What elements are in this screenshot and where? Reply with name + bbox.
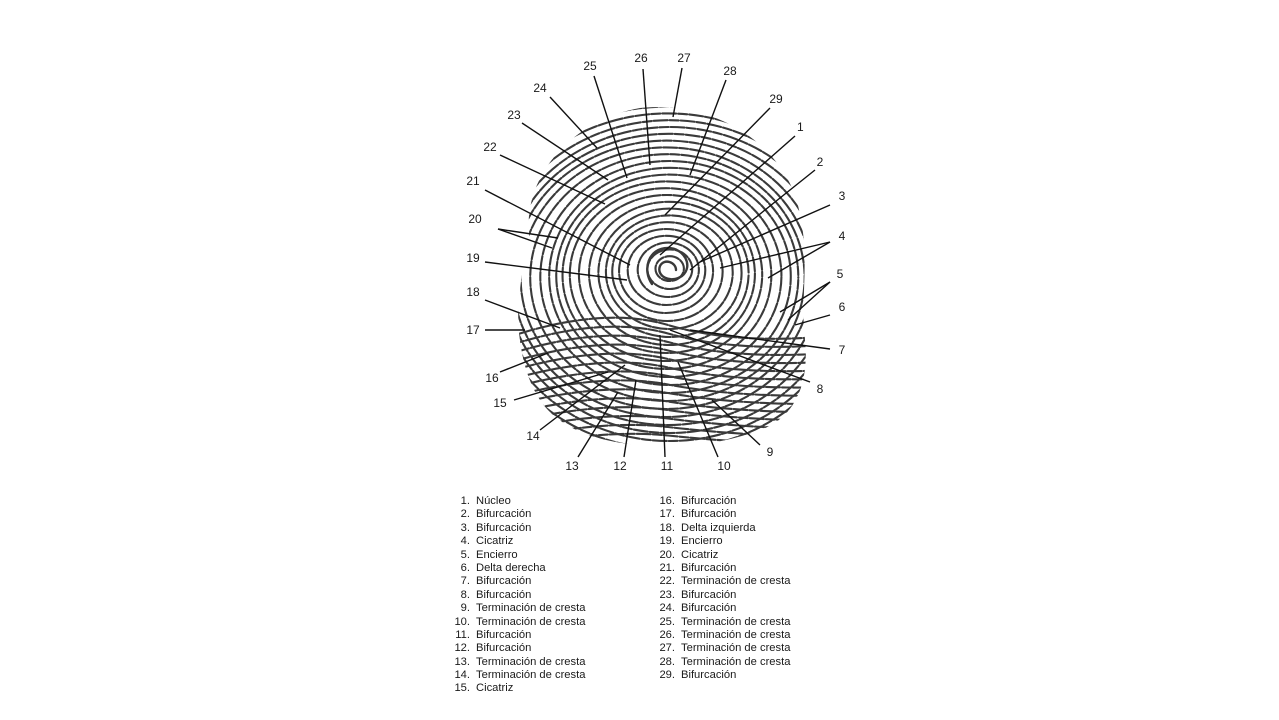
legend-number: 8. (460, 588, 470, 601)
legend-number: 22. (659, 575, 675, 588)
leader-line-6 (795, 315, 830, 325)
legend-label: Encierro (681, 535, 723, 548)
legend-number: 11. (455, 628, 470, 641)
legend-number: 4. (460, 535, 470, 548)
legend-label: Terminación de cresta (476, 669, 586, 682)
legend-number: 6. (460, 561, 470, 574)
legend-label: Terminación de cresta (681, 575, 791, 588)
legend-item (653, 642, 790, 655)
legend-number: 27. (659, 642, 675, 655)
legend-number: 25. (659, 615, 675, 628)
legend-label: Cicatriz (476, 682, 514, 695)
legend-label: Terminación de cresta (681, 628, 791, 641)
legend-item (448, 656, 585, 669)
legend-column-right (653, 495, 790, 682)
ridge-line (628, 236, 706, 305)
legend-label: Bifurcación (681, 495, 737, 507)
legend-item (653, 669, 790, 682)
point-number-17: 17 (466, 323, 480, 338)
legend-label: Terminación de cresta (476, 615, 586, 628)
point-number-18: 18 (466, 285, 480, 300)
legend-label: Bifurcación (476, 642, 532, 655)
point-number-22: 22 (483, 140, 497, 155)
legend-item (653, 589, 790, 602)
legend-item (448, 669, 585, 682)
legend-number: 26. (659, 628, 675, 641)
point-number-12: 12 (613, 459, 627, 474)
point-number-14: 14 (526, 429, 540, 444)
legend-number: 1. (460, 495, 470, 507)
ridge-line (423, 66, 911, 505)
legend-item (448, 549, 585, 562)
leader-line-26 (643, 69, 650, 165)
legend-item (653, 495, 790, 508)
legend-number: 18. (659, 521, 675, 534)
legend-label: Terminación de cresta (681, 655, 791, 668)
legend-item (653, 508, 790, 521)
point-number-3: 3 (838, 189, 846, 204)
point-number-23: 23 (507, 108, 521, 123)
point-number-10: 10 (717, 459, 731, 474)
legend-number: 10. (454, 615, 470, 628)
legend-number: 20. (659, 548, 675, 561)
leader-line-5 (788, 282, 830, 320)
legend-number: 21. (659, 561, 675, 574)
legend-number: 15. (454, 682, 470, 695)
ridge-line (450, 86, 888, 481)
legend-label: Terminación de cresta (476, 655, 586, 668)
legend-number: 16. (659, 495, 675, 507)
legend-number: 9. (460, 602, 470, 615)
leader-line-5 (780, 282, 830, 312)
point-number-2: 2 (816, 155, 824, 170)
legend-number: 12. (454, 642, 470, 655)
leader-line-20 (498, 229, 552, 248)
legend-item (448, 562, 585, 575)
point-number-15: 15 (493, 396, 507, 411)
legend-item (653, 549, 790, 562)
point-number-29: 29 (769, 92, 783, 107)
legend-item (448, 495, 585, 508)
legend-label: Bifurcación (681, 508, 737, 521)
legend-item (653, 562, 790, 575)
legend-item (448, 682, 585, 695)
legend-label: Bifurcación (476, 508, 532, 521)
legend-number: 5. (460, 548, 470, 561)
legend (448, 495, 868, 705)
point-number-27: 27 (677, 51, 691, 66)
legend-item (448, 589, 585, 602)
legend-label: Núcleo (476, 495, 511, 507)
legend-item (448, 508, 585, 521)
point-number-28: 28 (723, 64, 737, 79)
point-number-19: 19 (466, 251, 480, 266)
legend-label: Bifurcación (681, 588, 737, 601)
legend-number: 28. (659, 655, 675, 668)
ridge-line (401, 45, 938, 529)
legend-label: Terminación de cresta (476, 602, 586, 615)
legend-item (448, 522, 585, 535)
legend-number: 29. (659, 669, 675, 682)
point-number-8: 8 (816, 382, 824, 397)
legend-label: Delta izquierda (681, 521, 756, 534)
legend-item (653, 535, 790, 548)
point-number-26: 26 (634, 51, 648, 66)
point-number-25: 25 (583, 59, 597, 74)
legend-label: Bifurcación (681, 561, 737, 574)
legend-number: 14. (454, 669, 470, 682)
ridge-line (407, 52, 927, 521)
legend-label: Bifurcación (476, 575, 532, 588)
legend-number: 3. (460, 521, 470, 534)
point-number-9: 9 (766, 445, 774, 460)
legend-number: 19. (659, 535, 675, 548)
point-number-20: 20 (468, 212, 482, 227)
point-number-13: 13 (565, 459, 579, 474)
legend-item (653, 629, 790, 642)
core-swirl (647, 248, 687, 284)
point-number-4: 4 (838, 229, 846, 244)
legend-item (448, 629, 585, 642)
legend-item (653, 602, 790, 615)
legend-column-left (448, 495, 585, 696)
legend-label: Encierro (476, 548, 518, 561)
legend-item (448, 575, 585, 588)
point-number-5: 5 (836, 267, 844, 282)
legend-item (653, 522, 790, 535)
legend-item (653, 575, 790, 588)
legend-number: 13. (454, 655, 470, 668)
leader-line-24 (550, 97, 597, 148)
legend-item (448, 602, 585, 615)
leader-line-10 (678, 362, 718, 457)
point-number-24: 24 (533, 81, 547, 96)
legend-label: Bifurcación (681, 602, 737, 615)
legend-number: 2. (460, 508, 470, 521)
leader-line-27 (673, 68, 682, 117)
legend-label: Terminación de cresta (681, 642, 791, 655)
leader-line-12 (624, 380, 636, 457)
point-number-21: 21 (466, 174, 480, 189)
legend-number: 24. (659, 602, 675, 615)
point-number-11: 11 (660, 459, 674, 474)
legend-item (448, 616, 585, 629)
legend-label: Bifurcación (681, 669, 737, 682)
legend-label: Bifurcación (476, 628, 532, 641)
legend-label: Cicatriz (476, 535, 514, 548)
legend-item (653, 656, 790, 669)
legend-number: 17. (659, 508, 675, 521)
legend-item (653, 616, 790, 629)
legend-label: Delta derecha (476, 561, 546, 574)
point-number-16: 16 (485, 371, 499, 386)
legend-label: Cicatriz (681, 548, 719, 561)
legend-number: 23. (659, 588, 675, 601)
legend-label: Bifurcación (476, 521, 532, 534)
legend-item (448, 535, 585, 548)
legend-label: Bifurcación (476, 588, 532, 601)
point-number-1: 1 (797, 120, 804, 135)
legend-number: 7. (460, 575, 470, 588)
point-number-6: 6 (838, 300, 846, 315)
leader-line-18 (485, 300, 560, 328)
legend-label: Terminación de cresta (681, 615, 791, 628)
point-number-7: 7 (838, 343, 846, 358)
legend-item (448, 642, 585, 655)
